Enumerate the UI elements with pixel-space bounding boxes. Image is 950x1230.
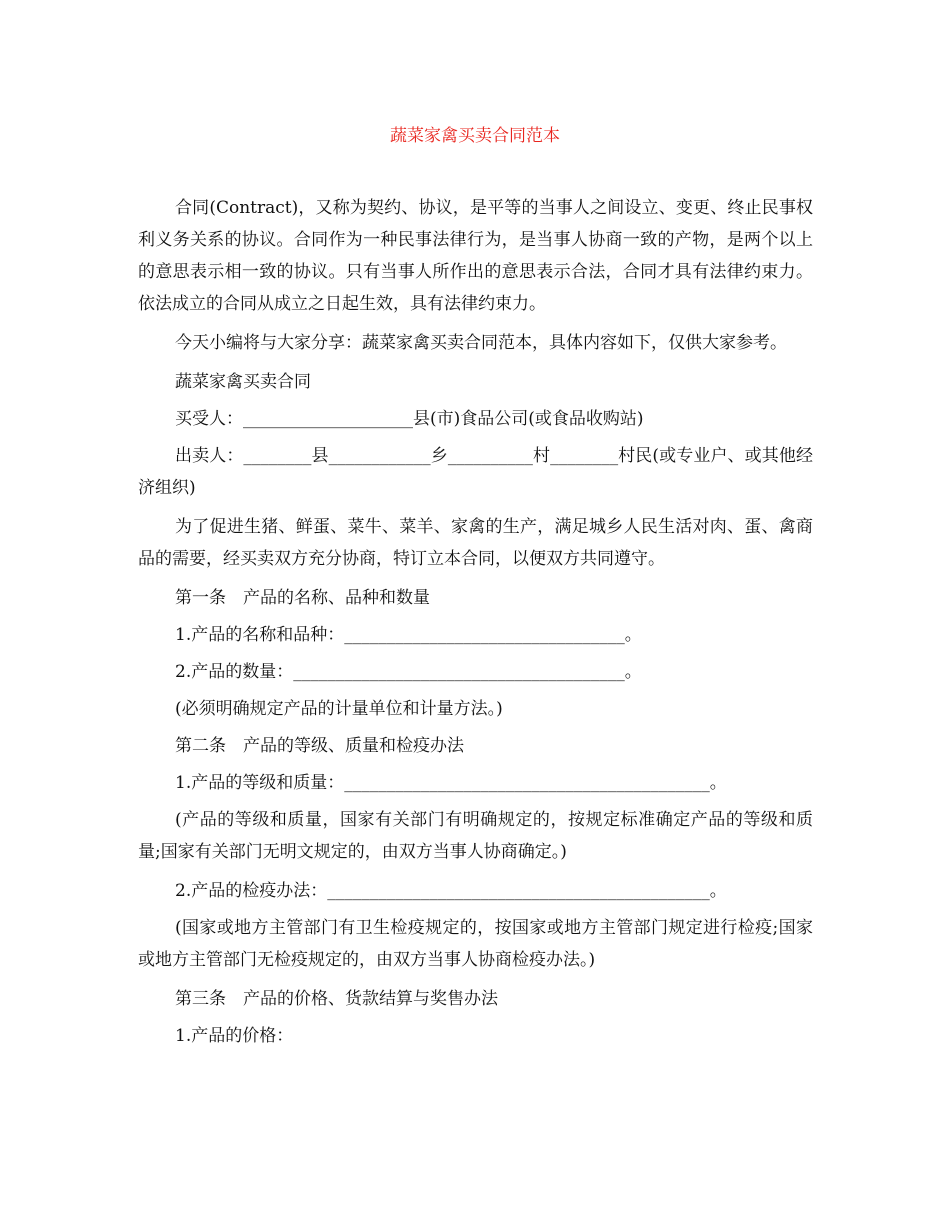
article-1-item-2: 2.产品的数量：_______________________________________。 (175, 662, 642, 682)
paragraph-contract-name: 蔬菜家禽买卖合同 (175, 372, 311, 392)
paragraph-intro: 合同(Contract)，又称为契约、协议，是平等的当事人之间设立、变更、终止民事权利义务关系的协议。合同作为一种民事法律行为，是当事人协商一致的产物，是两个以上的意思表示相一致的协议。只有当事人所作出的意思表示合法，合同才具有法律约束力。依法成立的合同从成立之日起生效，具有法律约束力。 (138, 198, 813, 314)
paragraph-purpose: 为了促进生猪、鲜蛋、菜牛、菜羊、家禽的生产，满足城乡人民生活对肉、蛋、禽商品的需要，经买卖双方充分协商，特订立本合同，以便双方共同遵守。 (138, 517, 813, 569)
article-2-note-1: (产品的等级和质量，国家有关部门有明确规定的，按规定标准确定产品的等级和质量;国家有关部门无明文规定的，由双方当事人协商确定。) (138, 810, 813, 862)
article-1-heading: 第一条 产品的名称、品种和数量 (175, 588, 430, 608)
article-2-note-2: (国家或地方主管部门有卫生检疫规定的，按国家或地方主管部门规定进行检疫;国家或地方主管部门无检疫规定的，由双方当事人协商检疫办法。) (138, 918, 813, 970)
article-1-note: (必须明确规定产品的计量单位和计量方法。) (175, 699, 503, 719)
paragraph-buyer: 买受人：____________________县(市)食品公司(或食品收购站) (175, 409, 644, 429)
document-title: 蔬菜家禽买卖合同范本 (390, 126, 560, 146)
paragraph-share: 今天小编将与大家分享：蔬菜家禽买卖合同范本，具体内容如下，仅供大家参考。 (175, 333, 787, 353)
article-3-heading: 第三条 产品的价格、货款结算与奖售办法 (175, 989, 498, 1009)
article-2-item-1: 1.产品的等级和质量：___________________________________________。 (175, 773, 727, 793)
article-2-heading: 第二条 产品的等级、质量和检疫办法 (175, 736, 464, 756)
paragraph-seller: 出卖人：________县____________乡__________村________村民(或专业户、或其他经济组织) (138, 446, 813, 498)
article-3-item-1: 1.产品的价格： (175, 1026, 294, 1046)
article-1-item-1: 1.产品的名称和品种：_________________________________。 (175, 625, 642, 645)
document-body (138, 192, 813, 1057)
article-2-item-2: 2.产品的检疫办法：_____________________________________________。 (175, 881, 727, 901)
